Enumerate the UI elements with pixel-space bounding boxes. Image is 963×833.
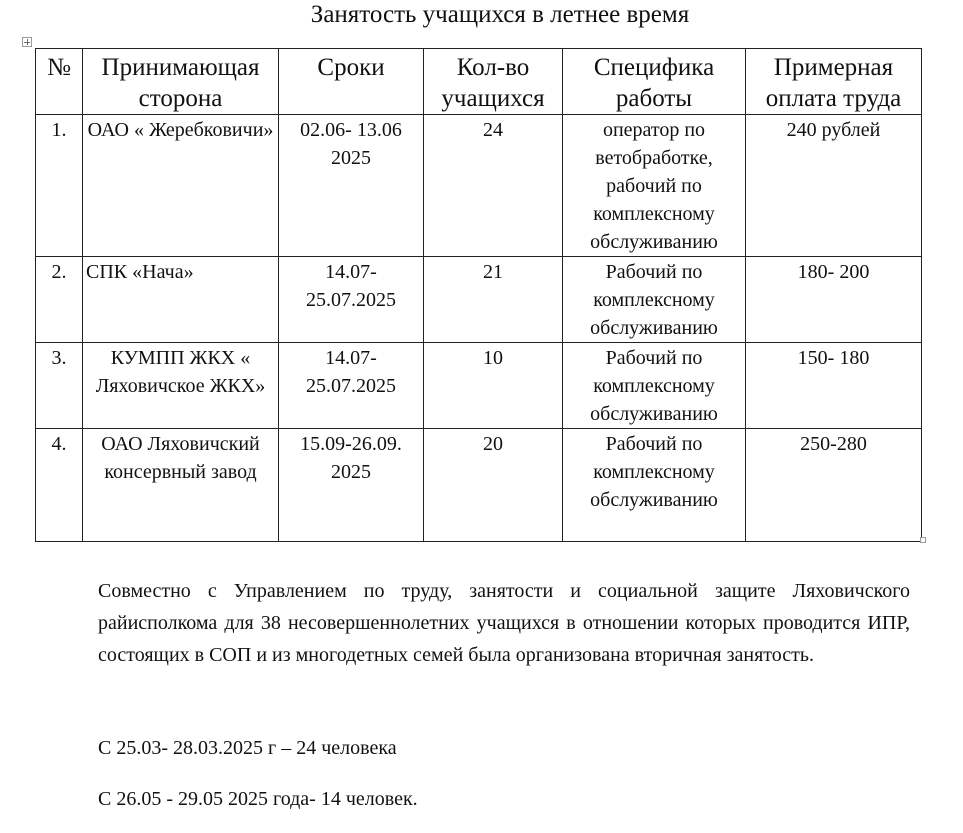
cell-pay: 180- 200 — [746, 257, 922, 343]
table-row — [36, 343, 922, 429]
period-line-1: С 25.03- 28.03.2025 г – 24 человека — [98, 737, 397, 759]
cell-pay: 240 рублей — [746, 115, 922, 257]
cell-work: Рабочий по комплексному обслуживанию — [563, 257, 746, 343]
header-host: Принимающая сторона — [83, 49, 279, 115]
cell-pay: 250-280 — [746, 429, 922, 542]
cell-work: Рабочий по комплексному обслуживанию — [563, 343, 746, 429]
cell-host: ОАО « Жеребковичи» — [83, 115, 279, 257]
table-move-handle-icon[interactable] — [22, 37, 32, 47]
table-row — [36, 257, 922, 343]
cell-dates: 02.06- 13.06 2025 — [279, 115, 424, 257]
cell-number: 4. — [36, 429, 83, 542]
cell-host: СПК «Нача» — [83, 257, 279, 343]
cell-host: ОАО Ляховичский консервный завод — [83, 429, 279, 542]
cell-count: 10 — [424, 343, 563, 429]
table-resize-handle[interactable] — [920, 537, 926, 543]
cell-pay: 150- 180 — [746, 343, 922, 429]
header-number: № — [36, 49, 83, 115]
cell-count: 20 — [424, 429, 563, 542]
cell-dates: 14.07-25.07.2025 — [279, 343, 424, 429]
cell-work: оператор по ветобработке, рабочий по комплексному обслуживанию — [563, 115, 746, 257]
header-work: Специфика работы — [563, 49, 746, 115]
cell-work: Рабочий по комплексному обслуживанию — [563, 429, 746, 542]
cell-number: 2. — [36, 257, 83, 343]
page-title: Занятость учащихся в летнее время — [310, 1, 690, 28]
table-row — [36, 115, 922, 257]
cell-count: 21 — [424, 257, 563, 343]
cell-number: 1. — [36, 115, 83, 257]
table-row — [36, 429, 922, 542]
cell-number: 3. — [36, 343, 83, 429]
cell-dates: 15.09-26.09. 2025 — [279, 429, 424, 542]
header-pay: Примерная оплата труда — [746, 49, 922, 115]
cell-dates: 14.07-25.07.2025 — [279, 257, 424, 343]
table-header-row — [36, 49, 922, 115]
body-paragraph: Совместно с Управлением по труду, занятости и социальной защите Ляховичского райисполкома для 38 несовершеннолетних учащихся в отношении которых проводится ИПР, состоящих в СОП и из многодетных семей была организована вторичная занятость. — [98, 580, 910, 666]
employment-table — [35, 48, 922, 542]
header-dates: Сроки — [279, 49, 424, 115]
cell-host: КУМПП ЖКХ « Ляховичское ЖКХ» — [83, 343, 279, 429]
period-line-2: С 26.05 - 29.05 2025 года- 14 человек. — [98, 788, 418, 810]
header-count: Кол-во учащихся — [424, 49, 563, 115]
cell-count: 24 — [424, 115, 563, 257]
